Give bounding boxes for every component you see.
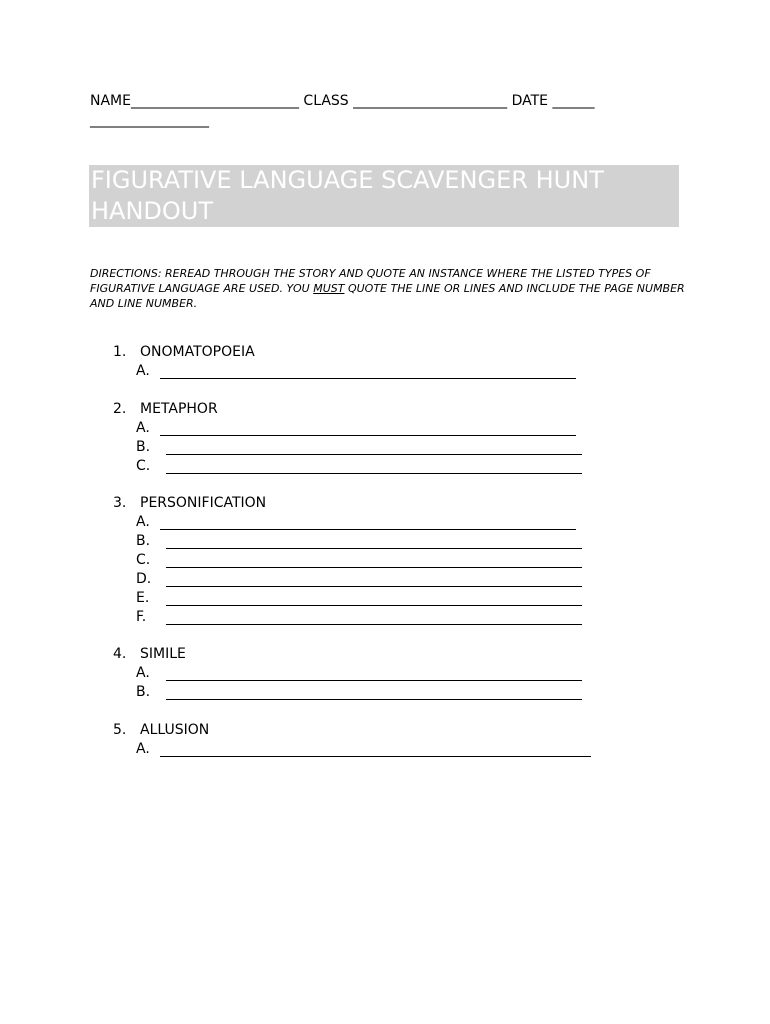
answer-item — [136, 664, 582, 683]
item-letter: A. — [136, 420, 150, 436]
section-label: METAPHOR — [140, 401, 218, 417]
section-simile — [113, 645, 582, 702]
directions-text — [90, 266, 690, 311]
directions-part2: QUOTE THE LINE OR LINES AND INCLUDE THE PAGE NUMBER AND LINE NUMBER. — [90, 282, 685, 310]
section-number: 5. — [113, 722, 127, 738]
answer-blank[interactable] — [166, 666, 582, 681]
section-number: 4. — [113, 646, 127, 662]
date-line-continuation: _________________ — [90, 112, 209, 128]
item-letter: F. — [136, 609, 147, 625]
item-letter: B. — [136, 684, 151, 700]
answer-item — [136, 740, 591, 759]
answer-item — [136, 608, 582, 627]
section-metaphor — [113, 400, 582, 476]
item-letter: D. — [136, 571, 152, 587]
answer-item — [136, 362, 576, 381]
answer-blank[interactable] — [166, 591, 582, 606]
section-label: PERSONIFICATION — [140, 495, 267, 511]
section-number: 1. — [113, 344, 127, 360]
answer-blank[interactable] — [160, 421, 576, 436]
section-label: SIMILE — [140, 646, 186, 662]
answer-item — [136, 457, 582, 476]
answer-blank[interactable] — [166, 685, 582, 700]
answer-blank[interactable] — [166, 572, 582, 587]
answer-item — [136, 419, 582, 438]
answer-item — [136, 683, 582, 702]
answer-item — [136, 551, 582, 570]
name-class-date-line: NAME________________________ CLASS ______________________ DATE ______ — [90, 93, 595, 109]
section-onomatopoeia — [113, 343, 576, 381]
answer-blank[interactable] — [166, 440, 582, 455]
section-number: 3. — [113, 495, 127, 511]
item-letter: A. — [136, 514, 150, 530]
item-letter: A. — [136, 665, 150, 681]
section-number: 2. — [113, 401, 127, 417]
item-letter: C. — [136, 552, 151, 568]
answer-item — [136, 438, 582, 457]
section-label: ONOMATOPOEIA — [140, 344, 255, 360]
item-letter: B. — [136, 533, 151, 549]
answer-blank[interactable] — [166, 534, 582, 549]
answer-item — [136, 570, 582, 589]
section-label: ALLUSION — [140, 722, 210, 738]
section-personification — [113, 494, 582, 627]
directions-emphasis: MUST — [313, 282, 345, 295]
answer-item — [136, 589, 582, 608]
item-letter: C. — [136, 458, 151, 474]
answer-blank[interactable] — [166, 459, 582, 474]
answer-item — [136, 513, 582, 532]
answer-blank[interactable] — [160, 364, 576, 379]
answer-item — [136, 532, 582, 551]
answer-blank[interactable] — [166, 610, 582, 625]
answer-blank[interactable] — [160, 742, 591, 757]
answer-blank[interactable] — [160, 515, 576, 530]
answer-blank[interactable] — [166, 553, 582, 568]
section-allusion — [113, 721, 591, 759]
item-letter: A. — [136, 363, 150, 379]
item-letter: B. — [136, 439, 151, 455]
item-letter: E. — [136, 590, 150, 606]
page-title: FIGURATIVE LANGUAGE SCAVENGER HUNT HANDOUT — [89, 165, 679, 227]
item-letter: A. — [136, 741, 150, 757]
directions-part1: DIRECTIONS: REREAD THROUGH THE STORY AND QUOTE AN INSTANCE WHERE THE LISTED TYPES OF FIGURATIVE LANGUAGE ARE USED. YOU — [90, 267, 651, 295]
